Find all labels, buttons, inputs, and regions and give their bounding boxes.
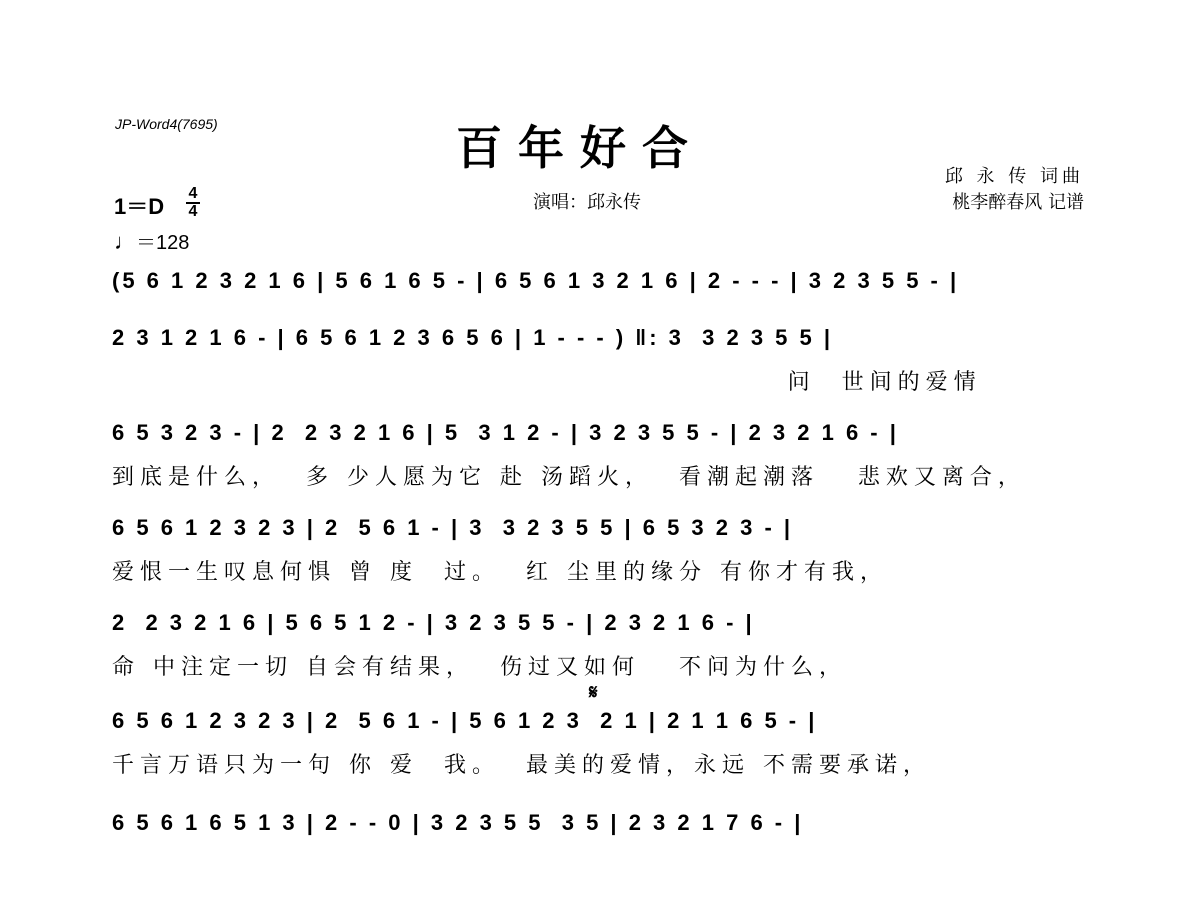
lyricist-composer-credit: 邱 永 传 词曲 xyxy=(944,166,1084,187)
key-signature: 1＝D xyxy=(114,194,165,219)
time-signature xyxy=(186,186,200,220)
transcriber-credit: 桃李醉春风 记谱 xyxy=(952,192,1084,213)
notes-line: 6 5 3 2 3 - | 2 2 3 2 1 6 | 5 3 1 2 - | 3 2 3 5 5 - | 2 3 2 1 6 - | xyxy=(112,420,899,445)
notes-line: 6 5 6 1 2 3 2 3 | 2 5 6 1 - | 3 3 2 3 5 5 | 6 5 3 2 3 - | xyxy=(112,515,794,540)
score-row-3 xyxy=(112,420,1090,510)
lyrics-line: 千言万语只为一句 你 爱 我。 最美的爱情，永远 不需要承诺， xyxy=(112,753,931,778)
notes-line: 6 5 6 1 2 3 2 3 | 2 5 6 1 - | 5 6 1 2 3 2 1 | 2 1 1 6 5 - | xyxy=(112,708,818,733)
score-row-5 xyxy=(112,610,1090,700)
lyrics-line: 命 中注定一切 自会有结果， 伤过又如何 不问为什么， xyxy=(112,655,847,680)
time-signature-top: 4 xyxy=(188,185,198,202)
lyrics-line: 到底是什么， 多 少人愿为它 赴 汤蹈火， 看潮起潮落 悲欢又离合， xyxy=(112,465,1026,490)
score-row-2 xyxy=(112,325,1090,415)
segno-sign: 𝄋 xyxy=(589,680,598,704)
lyrics-line: 问 世间的爱情 xyxy=(112,370,982,395)
notes-line: 2 2 3 2 1 6 | 5 6 5 1 2 - | 3 2 3 5 5 - | 2 3 2 1 6 - | xyxy=(112,610,755,635)
tempo-marking xyxy=(114,226,189,255)
song-title: 百年好合 xyxy=(456,121,704,175)
score-row-7 xyxy=(112,810,1090,900)
software-version: JP-Word4(7695) xyxy=(115,116,218,132)
notes-line: 2 3 1 2 1 6 - | 6 5 6 1 2 3 6 5 6 | 1 - - - ) ‖: 3 3 2 3 5 5 | xyxy=(112,325,834,350)
notes-line: (5 6 1 2 3 2 1 6 | 5 6 1 6 5 - | 6 5 6 1 3 2 1 6 | 2 - - - | 3 2 3 5 5 - | xyxy=(112,268,960,293)
score-row-4 xyxy=(112,515,1090,605)
tempo-value: ＝128 xyxy=(136,232,190,254)
quarter-note-icon: ♩ xyxy=(114,229,136,254)
singer-credit: 演唱：邱永传 xyxy=(533,192,641,213)
time-signature-bottom: 4 xyxy=(188,203,198,220)
notes-line: 6 5 6 1 6 5 1 3 | 2 - - 0 | 3 2 3 5 5 3 5 | 2 3 2 1 7 6 - | xyxy=(112,810,804,835)
score-row-6 xyxy=(112,708,1090,798)
lyrics-line: 爱恨一生叹息何惧 曾 度 过。 红 尘里的缘分 有你才有我， xyxy=(112,560,888,585)
